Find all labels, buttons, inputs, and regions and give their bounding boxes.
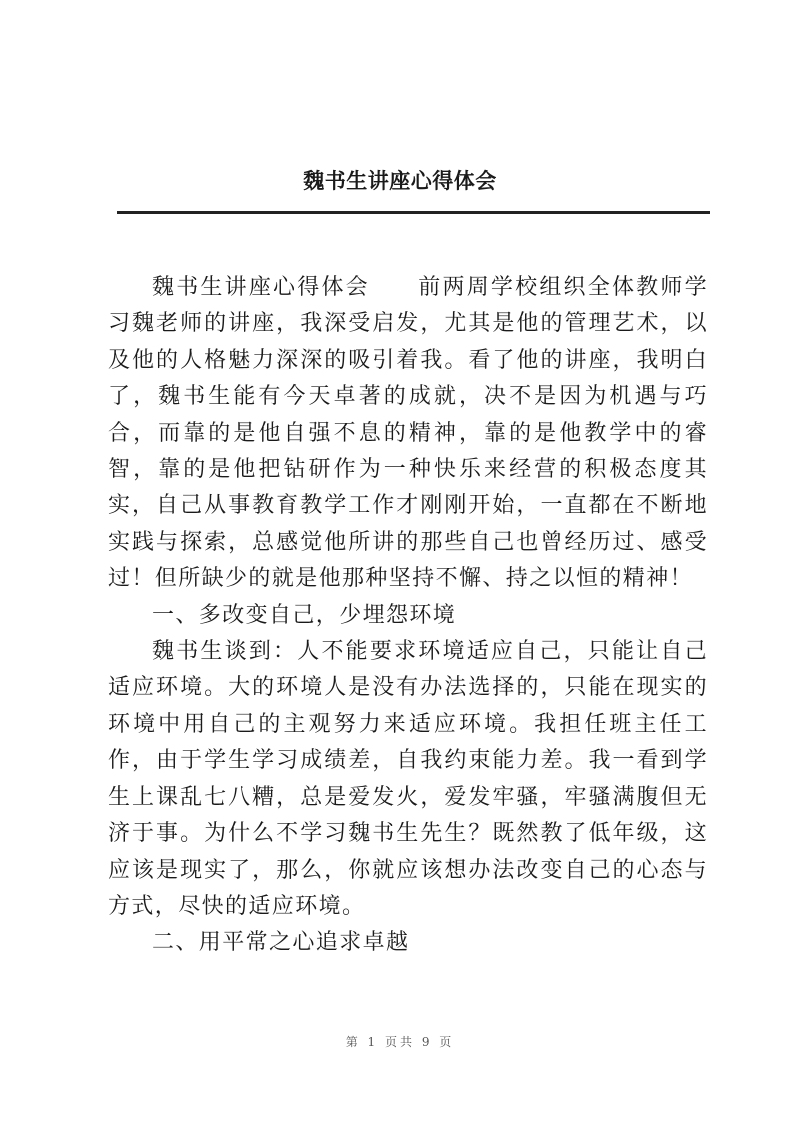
paragraph-section-1: 魏书生谈到：人不能要求环境适应自己，只能让自己适应环境。大的环境人是没有办法选择的，只能在现实的环境中用自己的主观努力来适应环境。我担任班主任工作，由于学生学习成绩差，自我约束能力差。我一看到学生上课乱七八糟，总是爱发火，爱发牢骚，牢骚满腹但无济于事。为什么不学习魏书生先生？既然教了低年级，这应该是现实了，那么，你就应该想办法改变自己的心态与方式，尽快的适应环境。	[108, 639, 708, 919]
paragraph-intro: 魏书生讲座心得体会 前两周学校组织全体教师学习魏老师的讲座，我深受启发，尤其是他的管理艺术，以及他的人格魅力深深的吸引着我。看了他的讲座，我明白了，魏书生能有今天卓著的成就，决不是因为机遇与巧合，而靠的是他自强不息的精神，靠的是他教学中的睿智，靠的是他把钻研作为一种快乐来经营的积极态度其实，自己从事教育教学工作才刚刚开始，一直都在不断地实践与探索，总感觉他所讲的那些自己也曾经历过、感受过！但所缺少的就是他那种坚持不懈、持之以恒的精神！	[108, 275, 708, 592]
section-heading-1: 一、多改变自己，少埋怨环境	[152, 602, 457, 628]
page-number-footer: 第 1 页共 9 页	[345, 1035, 455, 1049]
section-heading-2: 二、用平常之心追求卓越	[152, 930, 410, 956]
document-title: 魏书生讲座心得体会	[303, 169, 497, 193]
title-divider	[117, 211, 710, 214]
document-body	[108, 270, 708, 962]
